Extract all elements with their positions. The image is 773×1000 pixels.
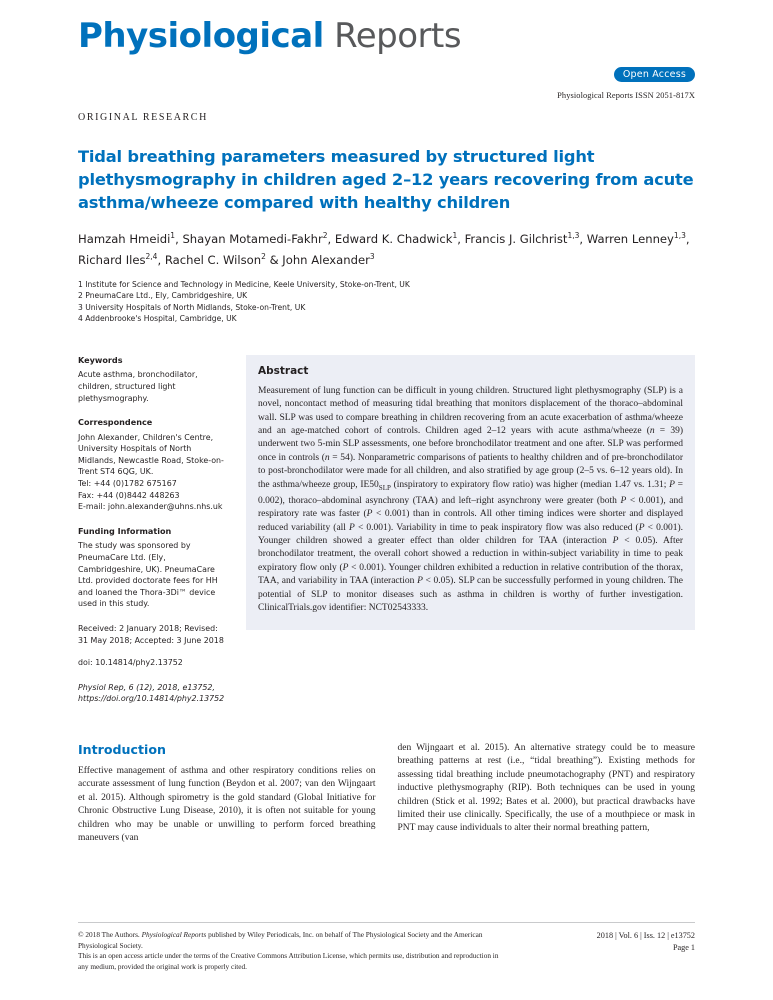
keywords-heading: Keywords — [78, 354, 123, 365]
doi-text[interactable]: doi: 10.14814/phy2.13752 — [78, 658, 183, 668]
journal-logo — [78, 16, 695, 56]
affiliation-item: 2 PneumaCare Ltd., Ely, Cambridgeshire, UK — [78, 291, 248, 301]
keywords-block — [78, 355, 228, 404]
funding-heading: Funding Information — [78, 525, 172, 536]
correspondence-email[interactable]: E-mail: john.alexander@uhns.nhs.uk — [78, 502, 223, 512]
footer-page-number: Page 1 — [672, 942, 695, 952]
body-column-left — [78, 742, 376, 845]
journal-logo-bold: Physiological — [78, 16, 324, 56]
abstract-panel — [246, 355, 695, 630]
affiliation-item: 4 Addenbrooke's Hospital, Cambridge, UK — [78, 314, 237, 324]
body-columns — [78, 742, 695, 845]
affiliation-list — [78, 279, 695, 325]
footer-issue-info — [597, 930, 695, 953]
article-sidebar — [78, 355, 246, 718]
dates-block — [78, 623, 228, 646]
abstract-heading: Abstract — [258, 364, 309, 377]
section-heading-introduction: Introduction — [78, 741, 166, 757]
footer-copyright: © 2018 The Authors. Physiological Reports published by Wiley Periodicals, Inc. on behalf of The Physiological Society and the American Physiological Society. — [78, 930, 483, 950]
correspondence-fax: Fax: +44 (0)8442 448263 — [78, 490, 180, 500]
correspondence-heading: Correspondence — [78, 417, 153, 428]
dates-text: Received: 2 January 2018; Revised: 31 May 2018; Accepted: 3 June 2018 — [78, 624, 224, 645]
footer-issue-line: 2018 | Vol. 6 | Iss. 12 | e13752 — [596, 931, 695, 941]
funding-block — [78, 526, 228, 610]
funding-text: The study was sponsored by PneumaCare Ltd. (Ely, Cambridgeshire, UK). PneumaCare Ltd. provided doctorate fees for HH and loaned the Thora-3Di™ device used in this study. — [78, 541, 218, 609]
citation-block — [78, 682, 228, 705]
open-access-badge: Open Access — [614, 67, 695, 82]
journal-logo-light: Reports — [323, 16, 462, 56]
footer-legal — [78, 930, 508, 972]
masthead — [78, 0, 695, 62]
abstract-text: Measurement of lung function can be difficult in young children. Structured light plethysmography (SLP) is a novel, noncontact method of measuring tidal breathing that monitors displacement of the thoraco–abdominal wall. SLP was used to compare breathing in children recovering from an acute exacerbation of asthma/wheeze and an age-matched cohort of controls. Children aged 2–12 years with acute asthma/wheeze (n = 39) underwent two 5-min SLP assessments, one before bronchodilator treatment and one after. SLP was performed once in controls (n = 54). Nonparametric comparisons of patients to healthy children and of pre-bronchodilator to post-bronchodilator were made for all children, and also stratified by age group (2–5 vs. 6–12 years old). In the asthma/wheeze group, $IE50_{SLP}$ (inspiratory to expiratory flow ratio) was higher (median 1.47 vs. 1.31; P = 0.002), thoraco–abdominal asynchrony (TAA) and left–right asynchrony were greater (both P < 0.001), and respiratory rate was faster (P < 0.001) than in controls. All other timing indices were shorter and displayed reduced variability (all P < 0.001). Variability in time to peak inspiratory flow was also reduced (P < 0.001). Younger children showed a greater effect than older children for TAA (interaction P < 0.05). After bronchodilator treatment, the overall cohort showed a reduction in within-subject variability in time to peak expiratory flow only (P < 0.001). Younger children exhibited a reduction in relative contribution of the thorax, TAA, and variability in TAA (interaction P < 0.05). SLP can be successfully performed in young children. The potential of SLP to monitor diseases such as asthma in children is worthy of further investigation. ClinicalTrials.gov identifier: NCT02543333. — [258, 385, 684, 614]
footer-license: This is an open access article under the terms of the Creative Commons Attribution License, which permits use, distribution and reproduction in any medium, provided the original work is properly cited. — [78, 951, 499, 971]
correspondence-block — [78, 417, 228, 513]
body-paragraph: den Wijngaart et al. 2015). An alternative strategy could be to measure breathing patterns at rest (i.e., “tidal breathing”). Existing methods for assessing tidal breathing include pneumotachography (PNT) and respiratory inductive plethysmography (RIP). Both techniques can be used in young children (Stick et al. 1992; Bates et al. 2000), but practical drawbacks have limited their use clinically. Specifically, the use of a mouthpiece or mask in PNT may cause individuals to alter their normal breathing pattern, — [397, 742, 695, 834]
issn-line: Physiological Reports ISSN 2051-817X — [557, 91, 695, 100]
affiliation-item: 1 Institute for Science and Technology in Medicine, Keele University, Stoke-on-Trent, UK — [78, 279, 410, 289]
meta-abstract-block — [78, 355, 695, 718]
body-column-right — [398, 742, 696, 845]
affiliation-item: 3 University Hospitals of North Midlands, Stoke-on-Trent, UK — [78, 302, 306, 312]
open-access-row — [78, 66, 695, 82]
page-title: Tidal breathing parameters measured by structured light plethysmography in children aged 2–12 years recovering from acute asthma/wheeze compared with healthy children — [78, 147, 694, 212]
body-paragraph: Effective management of asthma and other respiratory conditions relies on accurate assessment of lung function (Beydon et al. 2007; van den Wijngaart et al. 2015). Although spirometry is the gold standard (Global Initiative for Chronic Obstructive Lung Disease, 2010), it is often not suitable for young children who may be unable or unwilling to perform forced breathing maneuvers (van — [78, 765, 376, 843]
correspondence-text: John Alexander, Children's Centre, University Hospitals of North Midlands, Newcastle Road, Stoke-on-Trent ST4 6QG, UK. — [78, 432, 224, 477]
citation-text[interactable]: Physiol Rep, 6 (12), 2018, e13752, https://doi.org/10.14814/phy2.13752 — [78, 682, 225, 704]
page-footer — [78, 922, 695, 972]
correspondence-tel: Tel: +44 (0)1782 675167 — [78, 479, 177, 489]
keywords-text: Acute asthma, bronchodilator, children, structured light plethysmography. — [78, 370, 198, 403]
doi-block — [78, 657, 228, 669]
author-list: Hamzah Hmeidi$^1$, Shayan Motamedi-Fakhr$^2$, Edward K. Chadwick$^1$, Francis J. Gilchrist$^{1,3}$, Warren Lenney$^{1,3}$, Richard Iles$^{2,4}$, Rachel C. Wilson$^2$ & John Alexander$^3$ — [78, 231, 690, 267]
article-type: ORIGINAL RESEARCH — [78, 112, 208, 123]
